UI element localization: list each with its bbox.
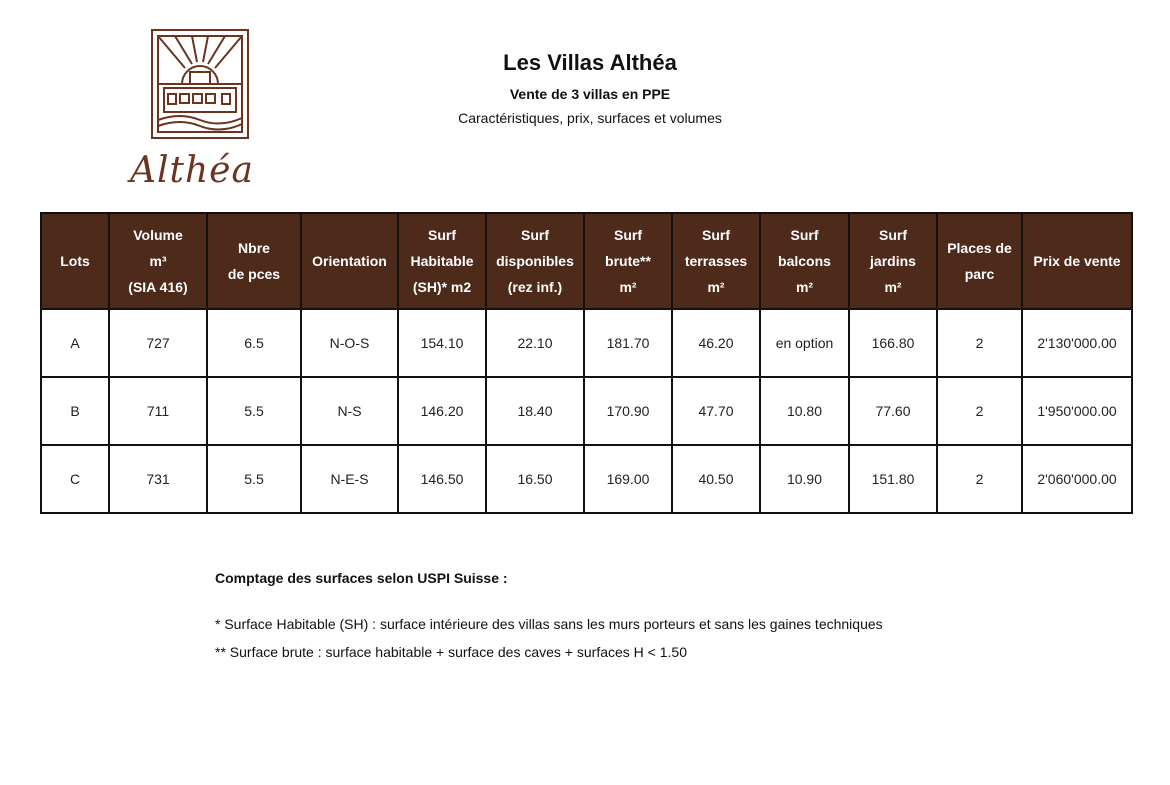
note-item: ** Surface brute : surface habitable + surface des caves + surfaces H < 1.50 — [215, 644, 687, 660]
table-cell: 18.40 — [486, 377, 584, 445]
column-header-line: jardins — [870, 253, 916, 269]
column-header — [486, 213, 584, 309]
column-header-line: de pces — [227, 266, 281, 282]
column-header — [937, 213, 1022, 309]
table-cell: 731 — [109, 445, 207, 513]
table-cell: 77.60 — [849, 377, 937, 445]
table-cell: 166.80 — [849, 309, 937, 377]
column-header — [109, 213, 207, 309]
column-header-line: m² — [619, 279, 637, 295]
column-header-line: (SH)* m2 — [412, 279, 472, 295]
page-subtitle: Vente de 3 villas en PPE — [509, 86, 671, 102]
column-header-line: balcons — [778, 253, 831, 269]
column-header-line: m² — [707, 279, 725, 295]
column-header — [41, 213, 109, 309]
column-header-line: (SIA 416) — [128, 279, 188, 295]
column-header-line: parc — [964, 266, 995, 282]
column-header-line: Habitable — [410, 253, 474, 269]
column-header-line: Prix de vente — [1033, 253, 1121, 269]
villa-sunrise-icon — [150, 28, 250, 140]
table-cell: 2 — [937, 445, 1022, 513]
table-cell: 711 — [109, 377, 207, 445]
column-header-line: Surf — [790, 227, 819, 243]
column-header — [301, 213, 398, 309]
table-cell: 727 — [109, 309, 207, 377]
column-header-line: (rez inf.) — [507, 279, 563, 295]
table-row — [41, 377, 1132, 445]
table-cell: 2 — [937, 309, 1022, 377]
table-body — [41, 309, 1132, 513]
table-cell: 2'130'000.00 — [1022, 309, 1132, 377]
table-row — [41, 445, 1132, 513]
column-header-line: Places de — [947, 240, 1012, 256]
logo-emblem — [150, 28, 250, 140]
table-cell: A — [41, 309, 109, 377]
column-header — [207, 213, 301, 309]
table-cell: N-S — [301, 377, 398, 445]
column-header — [398, 213, 486, 309]
page-title: Les Villas Althéa — [503, 50, 677, 75]
table-cell: N-O-S — [301, 309, 398, 377]
note-item: * Surface Habitable (SH) : surface intérieure des villas sans les murs porteurs et sans les gaines techniques — [215, 616, 883, 632]
table-cell: en option — [760, 309, 849, 377]
table-cell: 151.80 — [849, 445, 937, 513]
column-header-line: Nbre — [238, 240, 270, 256]
table-cell: 170.90 — [584, 377, 672, 445]
logo-name-text: Althéa — [130, 150, 254, 191]
table-cell: 16.50 — [486, 445, 584, 513]
table-cell: 5.5 — [207, 377, 301, 445]
table-cell: 2'060'000.00 — [1022, 445, 1132, 513]
column-header — [760, 213, 849, 309]
column-header-line: Surf — [428, 227, 456, 243]
logo-wordmark — [130, 150, 280, 191]
column-header-line: Volume — [133, 227, 183, 243]
column-header-line: Lots — [60, 253, 90, 269]
column-header-line: m² — [884, 279, 902, 295]
table-cell: 10.80 — [760, 377, 849, 445]
column-header-line: Surf — [521, 227, 549, 243]
table-cell: 46.20 — [672, 309, 760, 377]
table-cell: 181.70 — [584, 309, 672, 377]
table-cell: 169.00 — [584, 445, 672, 513]
table-cell: 22.10 — [486, 309, 584, 377]
table-cell: 5.5 — [207, 445, 301, 513]
column-header-line: Surf — [702, 227, 730, 243]
table-cell: N-E-S — [301, 445, 398, 513]
table-header-row — [41, 213, 1132, 309]
column-header-line: Surf — [879, 227, 907, 243]
villa-specs-table — [40, 212, 1133, 514]
column-header — [584, 213, 672, 309]
table-cell: 2 — [937, 377, 1022, 445]
column-header-line: m³ — [149, 253, 167, 269]
table-cell: 47.70 — [672, 377, 760, 445]
table-cell: 10.90 — [760, 445, 849, 513]
table-cell: B — [41, 377, 109, 445]
document-header — [400, 50, 780, 126]
table-cell: 146.50 — [398, 445, 486, 513]
column-header — [672, 213, 760, 309]
column-header-line: m² — [795, 279, 814, 295]
table-cell: 6.5 — [207, 309, 301, 377]
column-header — [849, 213, 937, 309]
table-cell: 40.50 — [672, 445, 760, 513]
column-header-line: Orientation — [312, 253, 387, 269]
table-cell: 154.10 — [398, 309, 486, 377]
column-header — [1022, 213, 1132, 309]
column-header-line: disponibles — [496, 253, 574, 269]
notes-title: Comptage des surfaces selon USPI Suisse : — [215, 570, 508, 586]
page-tagline: Caractéristiques, prix, surfaces et volumes — [458, 110, 722, 126]
surface-notes — [215, 570, 1115, 672]
column-header-line: brute** — [605, 253, 651, 269]
table-cell: 1'950'000.00 — [1022, 377, 1132, 445]
table-row — [41, 309, 1132, 377]
column-header-line: Surf — [614, 227, 642, 243]
column-header-line: terrasses — [684, 253, 748, 269]
table-cell: 146.20 — [398, 377, 486, 445]
table-cell: C — [41, 445, 109, 513]
